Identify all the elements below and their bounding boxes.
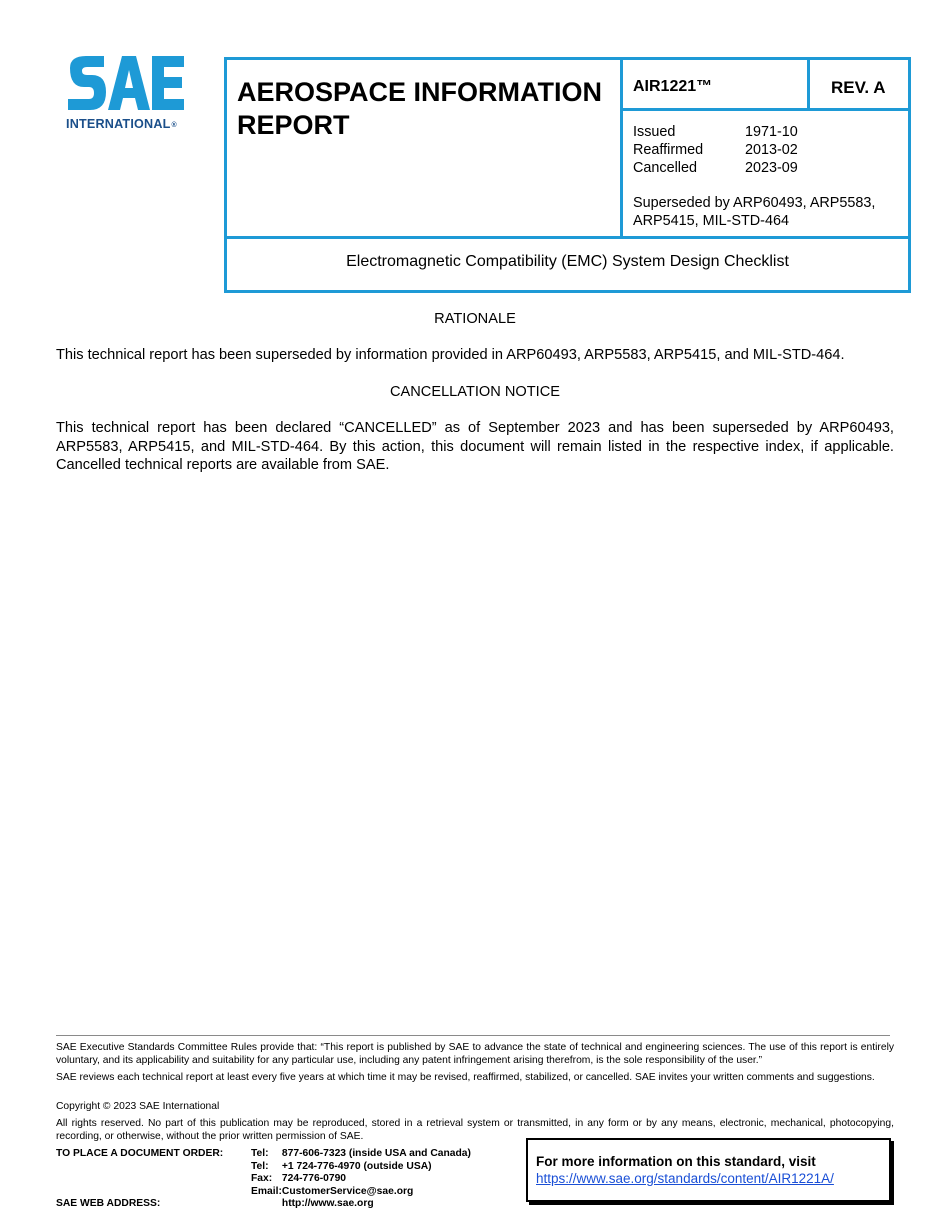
contact-row bbox=[251, 1161, 471, 1174]
contact-key bbox=[251, 1198, 282, 1211]
document-revision: REV. A bbox=[831, 78, 886, 97]
footer-review-text: SAE reviews each technical report at least every five years at which time it may be revised, reaffirmed, stabilized, or cancelled. SAE invites your written comments and suggestions. bbox=[56, 1072, 875, 1083]
cancellation-text: This technical report has been declared “CANCELLED” as of September 2023 and has been superseded by ARP60493, ARP5583, ARP5415, and MIL-STD-464. By this action, this document will remain listed in the respective index, if applicable. Cancelled technical reports are available from SAE. bbox=[56, 420, 894, 473]
standard-link[interactable]: https://www.sae.org/standards/content/AIR1221A/ bbox=[536, 1171, 834, 1186]
header-divider-vertical bbox=[620, 60, 623, 237]
status-row bbox=[633, 141, 798, 159]
web-address-link[interactable]: http://www.sae.org bbox=[281, 1198, 374, 1209]
contact-row bbox=[251, 1148, 471, 1161]
contact-key: Tel: bbox=[251, 1160, 269, 1172]
document-header bbox=[224, 57, 911, 293]
contact-key: Fax: bbox=[251, 1173, 273, 1184]
footer-rights-text: All rights reserved. No part of this publication may be reproduced, stored in a retrieval system or transmitted, in any form or by any means, electronic, mechanical, photocopying, recording, or otherwise, without the prior written permission of SAE. bbox=[56, 1118, 894, 1142]
more-info-title: For more information on this standard, visit bbox=[536, 1154, 816, 1169]
logo-wordmark: INTERNATIONAL® bbox=[66, 117, 177, 131]
status-label: Issued bbox=[633, 124, 676, 140]
cancellation-heading: CANCELLATION NOTICE bbox=[389, 384, 560, 400]
sae-logo-mark bbox=[66, 54, 186, 114]
contact-key: Tel: bbox=[251, 1148, 269, 1159]
status-row bbox=[633, 123, 798, 141]
footer-copyright: Copyright © 2023 SAE International bbox=[56, 1101, 220, 1112]
status-value: 1971-10 bbox=[745, 124, 798, 140]
contact-list bbox=[251, 1148, 471, 1211]
status-row bbox=[633, 159, 798, 177]
header-divider-rev bbox=[807, 60, 810, 110]
sae-logo bbox=[66, 54, 190, 132]
header-divider-number bbox=[620, 108, 908, 111]
header-divider-title bbox=[227, 236, 908, 239]
rationale-heading: RATIONALE bbox=[434, 311, 516, 327]
contact-row bbox=[251, 1173, 471, 1186]
contact-row bbox=[251, 1186, 471, 1199]
status-label: Cancelled bbox=[633, 160, 697, 176]
document-title: Electromagnetic Compatibility (EMC) System Design Checklist bbox=[346, 253, 789, 270]
contact-key: Email: bbox=[251, 1185, 282, 1197]
status-dates bbox=[633, 123, 798, 177]
status-label: Reaffirmed bbox=[633, 142, 704, 158]
superseded-by: Superseded by ARP60493, ARP5583, ARP5415, MIL-STD-464 bbox=[633, 195, 876, 229]
contact-phone[interactable]: +1 724-776-4970 (outside USA) bbox=[281, 1160, 432, 1172]
contact-email[interactable]: CustomerService@sae.org bbox=[281, 1185, 414, 1197]
contact-row bbox=[251, 1198, 471, 1211]
contact-fax: 724-776-0790 bbox=[281, 1173, 347, 1184]
order-label: TO PLACE A DOCUMENT ORDER: bbox=[56, 1148, 224, 1159]
web-address-label: SAE WEB ADDRESS: bbox=[56, 1198, 161, 1209]
document-type: AEROSPACE INFORMATION REPORT bbox=[237, 77, 603, 140]
more-info-box bbox=[526, 1138, 891, 1202]
document-number: AIR1221™ bbox=[633, 78, 713, 95]
status-value: 2023-09 bbox=[745, 160, 798, 176]
contact-phone[interactable]: 877-606-7323 (inside USA and Canada) bbox=[281, 1148, 471, 1159]
rationale-text: This technical report has been superseded by information provided in ARP60493, ARP5583, ARP5415, and MIL-STD-464. bbox=[56, 347, 845, 363]
footer-divider bbox=[56, 1035, 890, 1036]
status-value: 2013-02 bbox=[745, 142, 798, 158]
footer-rules-text: SAE Executive Standards Committee Rules provide that: “This report is published by SAE to advance the state of technical and engineering sciences. The use of this report is entirely voluntary, and its applicability and suitability for any particular use, including any patent infringement arising therefrom, is the sole responsibility of the user.” bbox=[56, 1042, 894, 1066]
